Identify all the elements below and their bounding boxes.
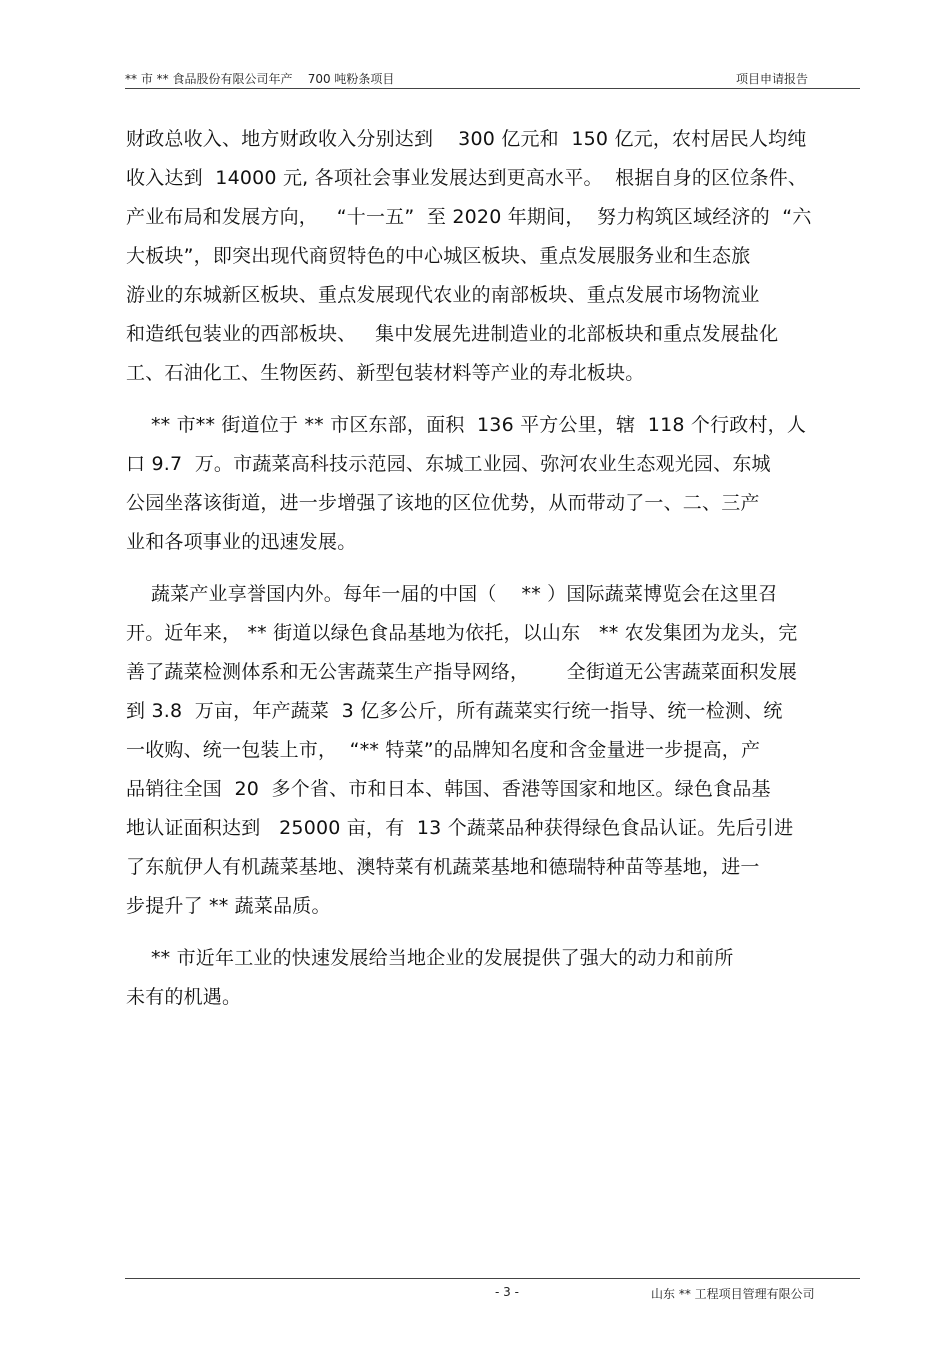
paragraph-gap: [126, 393, 861, 406]
text-line: 游业的东城新区板块、重点发展现代农业的南部板块、重点发展市场物流业: [126, 284, 760, 306]
text-line: 步提升了 ** 蔬菜品质。: [126, 895, 331, 917]
text-line: 地认证面积达到 25000 亩，有 13 个蔬菜品种获得绿色食品认证。先后引进: [126, 817, 794, 839]
text-line: 和造纸包装业的西部板块、 集中发展先进制造业的北部板块和重点发展盐化: [126, 323, 779, 345]
text-line: 工、石油化工、生物医药、新型包装材料等产业的寿北板块。: [126, 362, 645, 384]
text-line: 未有的机遇。: [126, 986, 242, 1008]
text-line: ** 市近年工业的快速发展给当地企业的发展提供了强大的动力和前所: [126, 947, 734, 969]
header-report-type: 项目申请报告: [735, 72, 808, 86]
page-header: [125, 70, 860, 90]
footer-rule: [125, 1278, 860, 1279]
text-line: 蔬菜产业享誉国内外。每年一届的中国（ ** ）国际蔬菜博览会在这里召: [126, 583, 778, 605]
text-line: 收入达到 14000 元, 各项社会事业发展达到更高水平。 根据自身的区位条件、: [126, 167, 808, 189]
footer-company-name: 山东 ** 工程项目管理有限公司: [651, 1287, 815, 1301]
text-line: 品销往全国 20 多个省、市和日本、韩国、香港等国家和地区。绿色食品基: [126, 778, 771, 800]
header-project-title: ** 市 ** 食品股份有限公司年产 700 吨粉条项目: [125, 72, 395, 86]
text-line: 到 3.8 万亩，年产蔬菜 3 亿多公斤，所有蔬菜实行统一指导、统一检测、统: [126, 700, 783, 722]
text-line: 产业布局和发展方向， “十一五” 至 2020 年期间， 努力构筑区域经济的 “六: [126, 206, 812, 228]
document-body: [126, 120, 861, 1017]
text-line: 口 9.7 万。市蔬菜高科技示范园、东城工业园、弥河农业生态观光园、东城: [126, 453, 771, 475]
paragraph-2: [126, 406, 861, 562]
page-number: - 3 -: [495, 1285, 519, 1299]
text-line: 大板块”，即突出现代商贸特色的中心城区板块、重点发展服务业和生态旅: [126, 245, 751, 267]
text-line: 财政总收入、地方财政收入分别达到 300 亿元和 150 亿元，农村居民人均纯: [126, 128, 807, 150]
paragraph-gap: [126, 562, 861, 575]
text-line: 业和各项事业的迅速发展。: [126, 531, 357, 553]
paragraph-4: [126, 939, 861, 1017]
text-line: 公园坐落该街道，进一步增强了该地的区位优势，从而带动了一、二、三产: [126, 492, 760, 514]
paragraph-3: [126, 575, 861, 926]
text-line: 开。近年来， ** 街道以绿色食品基地为依托，以山东 ** 农发集团为龙头，完: [126, 622, 798, 644]
text-line: ** 市** 街道位于 ** 市区东部，面积 136 平方公里，辖 118 个行政村，人: [126, 414, 807, 436]
text-line: 一收购、统一包装上市， “** 特菜”的品牌知名度和含金量进一步提高，产: [126, 739, 761, 761]
paragraph-gap: [126, 926, 861, 939]
header-rule: [125, 88, 860, 89]
text-line: 善了蔬菜检测体系和无公害蔬菜生产指导网络， 全街道无公害蔬菜面积发展: [126, 661, 798, 683]
paragraph-1: [126, 120, 861, 393]
text-line: 了东航伊人有机蔬菜基地、澳特菜有机蔬菜基地和德瑞特种苗等基地，进一: [126, 856, 760, 878]
